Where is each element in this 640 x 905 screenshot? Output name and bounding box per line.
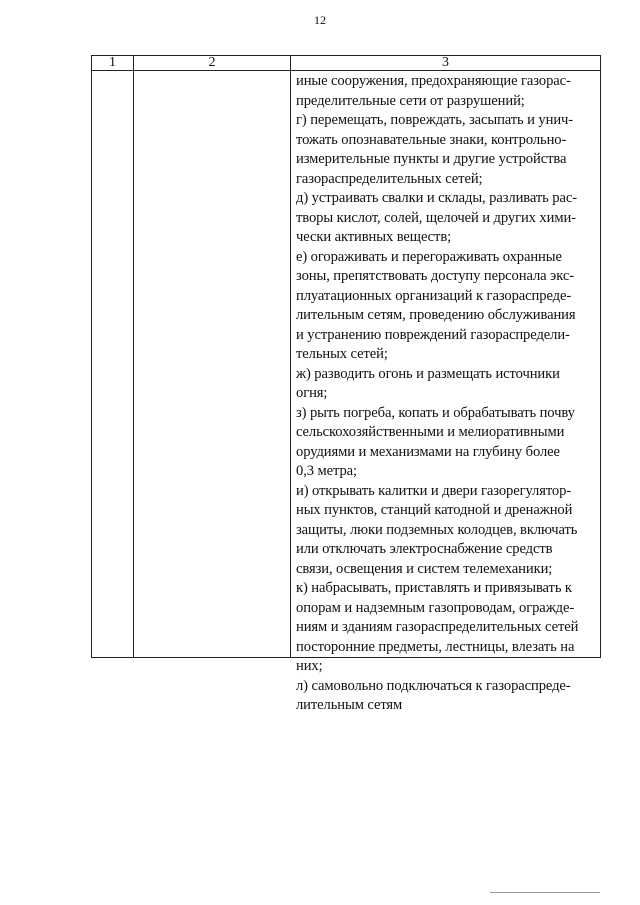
- text-line: 0,3 метра;: [296, 463, 357, 479]
- table-header-row: [92, 56, 601, 71]
- text-line: лительным сетям: [296, 697, 403, 713]
- text-line: орудиями и механизмами на глубину более: [296, 443, 560, 460]
- text-line: газораспределительных сетей;: [296, 170, 483, 187]
- text-line: л) самовольно подключаться к газораспреде-: [296, 677, 571, 694]
- text-line: к) набрасывать, приставлять и привязывать к: [296, 580, 572, 596]
- text-line: тожать опознавательные знаки, контрольно-: [296, 131, 567, 148]
- text-line: и) открывать калитки и двери газорегулятор-: [296, 482, 572, 499]
- table-row: [92, 71, 601, 658]
- text-line: защиты, люки подземных колодцев, включать: [296, 521, 578, 538]
- text-line: е) огораживать и перегораживать охранные: [296, 248, 562, 265]
- text-line: ж) разводить огонь и размещать источники: [296, 365, 560, 382]
- text-line: г) перемещать, повреждать, засыпать и унич-: [296, 112, 574, 128]
- cell-col-2: [134, 71, 291, 658]
- text-line: д) устраивать свалки и склады, разливать рас-: [296, 190, 577, 206]
- text-line: ниям и зданиям газораспределительных сетей: [296, 619, 579, 635]
- text-line: з) рыть погреба, копать и обрабатывать почву: [296, 404, 575, 421]
- text-line: лительным сетям, проведению обслуживания: [296, 307, 576, 323]
- text-line: плуатационных организаций к газораспреде-: [296, 287, 572, 304]
- column-header-1: 1: [92, 56, 134, 71]
- cell-col-1: [92, 71, 134, 658]
- prohibitions-text: [291, 71, 600, 713]
- page-number: 12: [314, 13, 326, 27]
- text-line: зоны, препятствовать доступу персонала экс-: [296, 268, 574, 284]
- text-line: тельных сетей;: [296, 346, 388, 362]
- text-line: сельскохозяйственными и мелиоративными: [296, 424, 565, 440]
- text-line: опорам и надземным газопроводам, огражде-: [296, 599, 575, 616]
- footer-mark: [490, 892, 600, 893]
- text-line: иные сооружения, предохраняющие газорас-: [296, 73, 571, 89]
- text-line: них;: [296, 658, 323, 674]
- text-line: огня;: [296, 385, 328, 401]
- text-line: посторонние предметы, лестницы, влезать на: [296, 638, 575, 655]
- text-line: и устранению повреждений газораспредели-: [296, 326, 570, 343]
- text-line: измерительные пункты и другие устройства: [296, 151, 567, 167]
- text-line: или отключать электроснабжение средств: [296, 541, 553, 557]
- text-line: чески активных веществ;: [296, 229, 452, 245]
- column-header-3: 3: [291, 56, 601, 71]
- text-line: творы кислот, солей, щелочей и других хими-: [296, 209, 576, 226]
- document-table: [91, 55, 601, 713]
- column-header-2: 2: [134, 56, 291, 71]
- text-line: связи, освещения и систем телемеханики;: [296, 560, 553, 577]
- text-line: ных пунктов, станций катодной и дренажной: [296, 502, 573, 518]
- text-line: пределительные сети от разрушений;: [296, 92, 525, 109]
- cell-col-3: [291, 71, 601, 713]
